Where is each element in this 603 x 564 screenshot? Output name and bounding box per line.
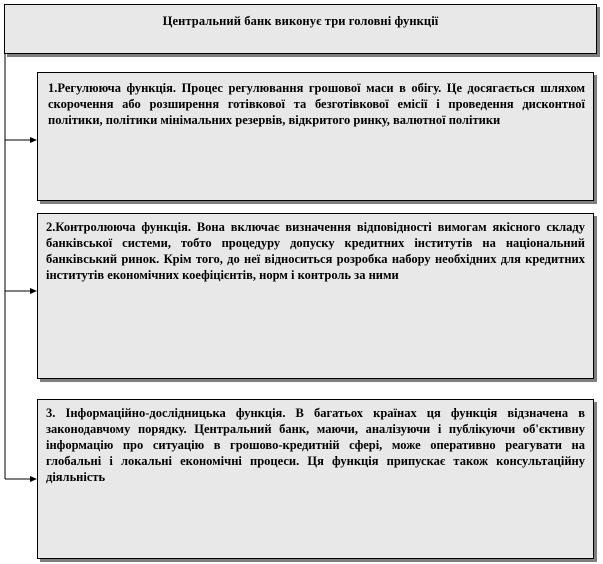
arrow-2-icon [30, 288, 37, 294]
title-box [4, 4, 597, 54]
function-text-regulatory: 1.Регулююча функція. Процес регулювання грошової маси в обігу. Це досягається шляхом скорочення або розширення готівкової та безготівкової емісії і проведення дисконтної політики, політики мінімальних резервів, відкритого ринку, валютної політики [48, 81, 585, 127]
function-text-information: 3. Інформаційно-дослідницька функція. В багатьох країнах ця функція відзначена в законодавчому порядку. Центральний банк, маючи, аналізуючи і публікуючи об'єктивну інформацію про ситуацію в грошово-кредитній сфері, може оперативно реагувати на глобальні і локальні економічні процеси. Ця функція припускає також консультаційну діяльність [46, 406, 585, 484]
function-box-control [37, 213, 594, 379]
function-box-information [37, 399, 594, 559]
function-text-control: 2.Контролююча функція. Вона включає визначення відповідності вимогам якісного складу банківської системи, тобто процедуру допуску кредитних інститутів на національний банківський ринок. Крім того, до неї відноситься розробка набору необхідних для кредитних інститутів економічних коефіцієнтів, норм і контроль за ними [46, 220, 585, 282]
function-box-regulatory [37, 72, 594, 201]
arrow-1-icon [30, 137, 37, 143]
arrow-3-icon [30, 476, 37, 482]
diagram-title: Центральний банк виконує три головні функції [162, 14, 439, 28]
